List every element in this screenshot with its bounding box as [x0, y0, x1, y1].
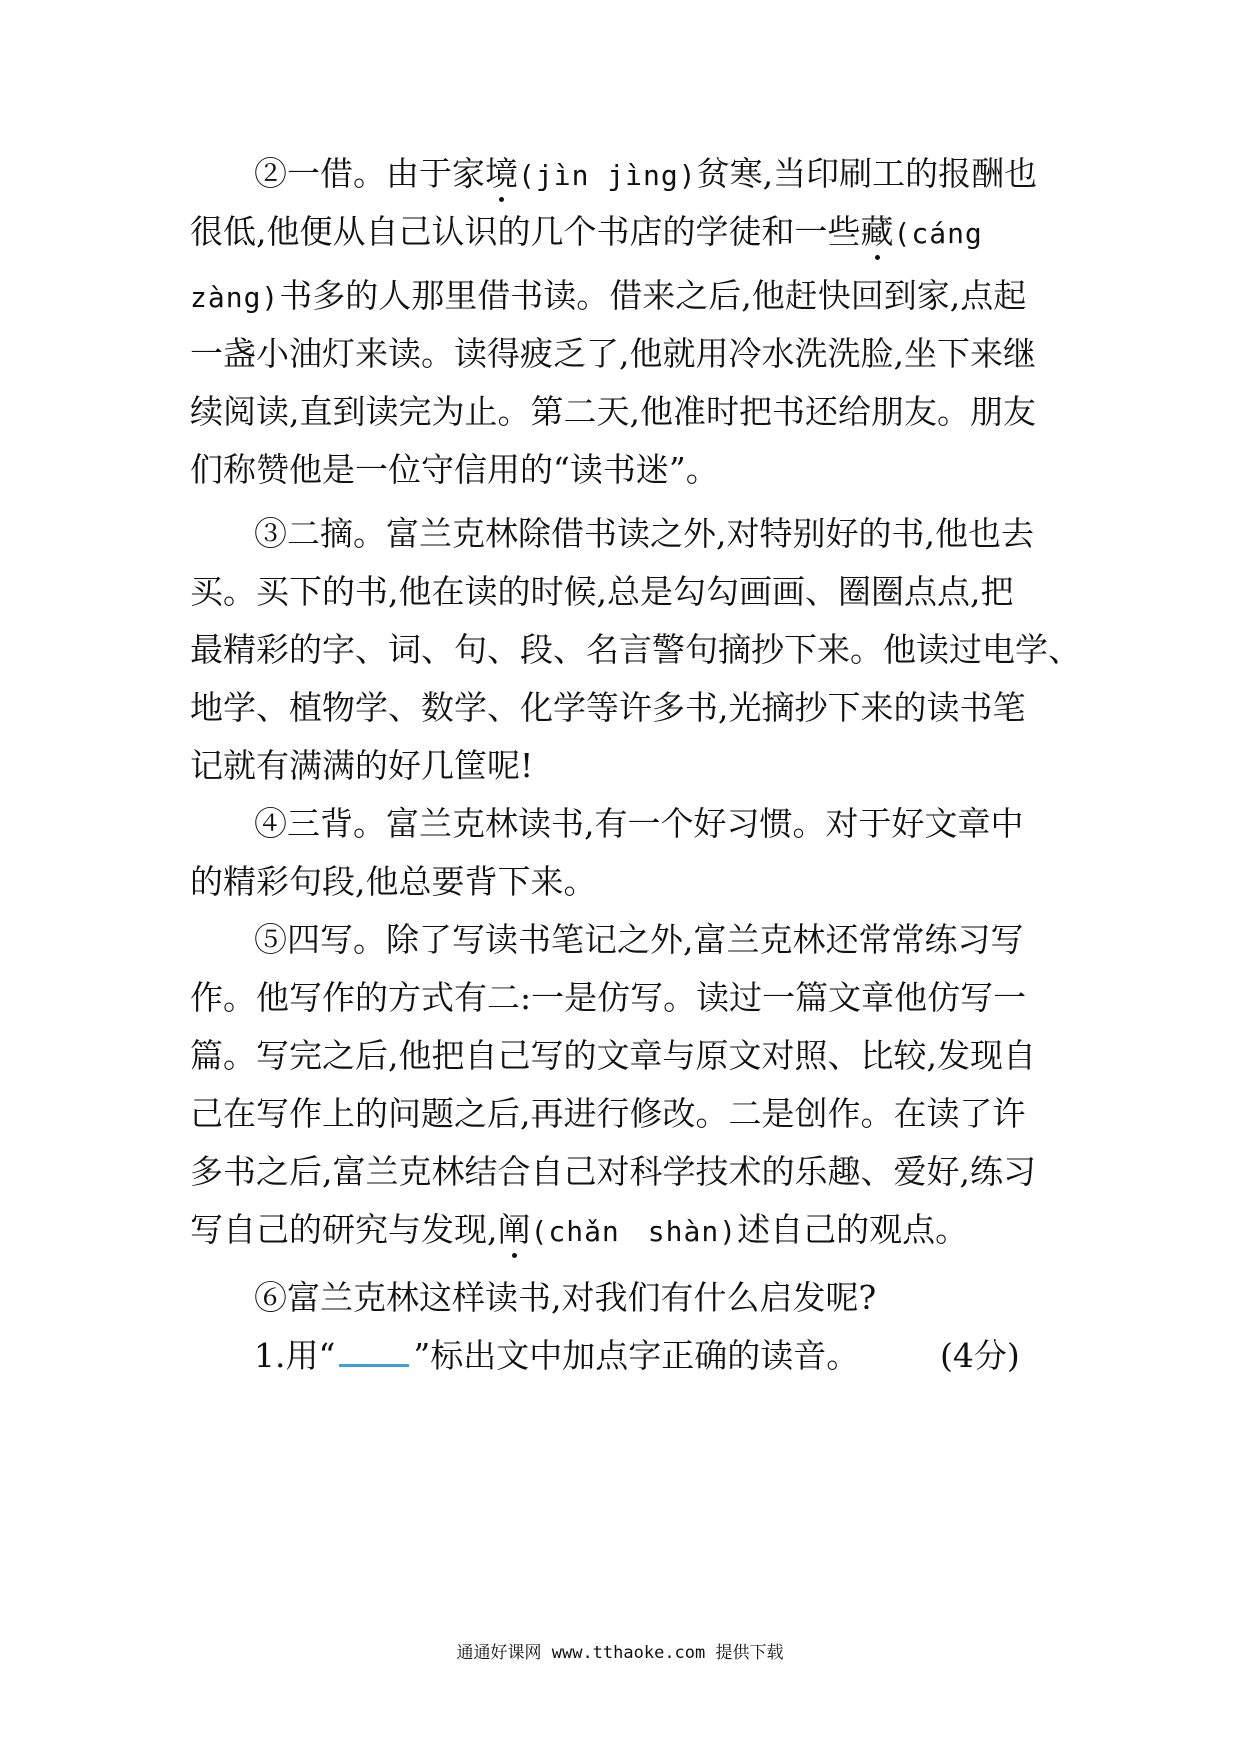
paragraph-5-line-5: 多书之后,富兰克林结合自己对科学技术的乐趣、爱好,练习: [190, 1152, 1036, 1191]
text-segment: 贫寒,当印刷工的报酬也: [696, 154, 1038, 193]
pinyin-option-2: shàn): [647, 1215, 738, 1248]
paragraph-2-line-1: [254, 152, 1134, 198]
pinyin-options: (jìn jìng): [518, 159, 697, 192]
paragraph-5-line-6: [190, 1208, 1070, 1254]
text-segment: 述自己的观点。: [737, 1210, 969, 1249]
paragraph-3-line-1: ③二摘。富兰克林除借书读之外,对特别好的书,他也去: [254, 514, 1034, 553]
answer-underline-sample: [339, 1334, 409, 1367]
paragraph-4-line-1: ④三背。富兰克林读书,有一个好习惯。对于好文章中: [254, 804, 1024, 843]
paragraph-6-line-1: ⑥富兰克林这样读书,对我们有什么启发呢?: [254, 1278, 877, 1317]
paragraph-2-line-6: 们称赞他是一位守信用的“读书迷”。: [190, 450, 719, 489]
text-segment: 写自己的研究与发现,: [190, 1210, 498, 1249]
paragraph-2-line-5: 续阅读,直到读完为止。第二天,他准时把书还给朋友。朋友: [190, 392, 1036, 431]
dotted-char: 阐: [498, 1208, 531, 1252]
pinyin-option-1: (chǎn: [530, 1215, 620, 1248]
paragraph-3-line-5: 记就有满满的好几筐呢!: [190, 746, 534, 785]
paragraph-5-line-3: 篇。写完之后,他把自己写的文章与原文对照、比较,发现自: [190, 1036, 1036, 1075]
paragraph-2-line-3: [190, 274, 1070, 320]
paragraph-3-line-3: 最精彩的字、词、句、段、名言警句摘抄下来。他读过电学、: [190, 630, 1081, 669]
paragraph-5-line-4: 己在写作上的问题之后,再进行修改。二是创作。在读了许: [190, 1094, 1026, 1133]
page-footer: 通通好课网 www.tthaoke.com 提供下载: [456, 1643, 784, 1663]
paragraph-5-line-1: ⑤四写。除了写读书笔记之外,富兰克林还常常练习写: [254, 920, 1024, 959]
paragraph-2-line-4: 一盏小油灯来读。读得疲乏了,他就用冷水洗洗脸,坐下来继: [190, 334, 1036, 373]
question-prefix: 1.用“: [254, 1336, 336, 1375]
pinyin-options: zàng): [190, 281, 280, 314]
text-segment: 书多的人那里借书读。借来之后,他赶快回到家,点起: [279, 276, 1027, 315]
question-score: (4分): [940, 1336, 1020, 1375]
paragraph-3-line-2: 买。买下的书,他在读的时候,总是勾勾画画、圈圈点点,把: [190, 572, 1014, 611]
paragraph-3-line-4: 地学、植物学、数学、化学等许多书,光摘抄下来的读书笔: [190, 688, 1026, 727]
paragraph-4-line-2: 的精彩句段,他总要背下来。: [190, 862, 597, 901]
paragraph-2-line-2: [190, 210, 1070, 256]
pinyin-options: (cáng: [893, 217, 983, 250]
text-segment: 很低,他便从自己认识的几个书店的学徒和一些: [190, 212, 861, 251]
dotted-char: 境: [485, 152, 518, 196]
question-text: ”标出文中加点字正确的读音。: [413, 1336, 860, 1375]
text-segment: ②一借。由于家: [254, 154, 485, 193]
paragraph-5-line-2: 作。他写作的方式有二:一是仿写。读过一篇文章他仿写一: [190, 978, 1027, 1017]
dotted-char: 藏: [861, 210, 894, 254]
